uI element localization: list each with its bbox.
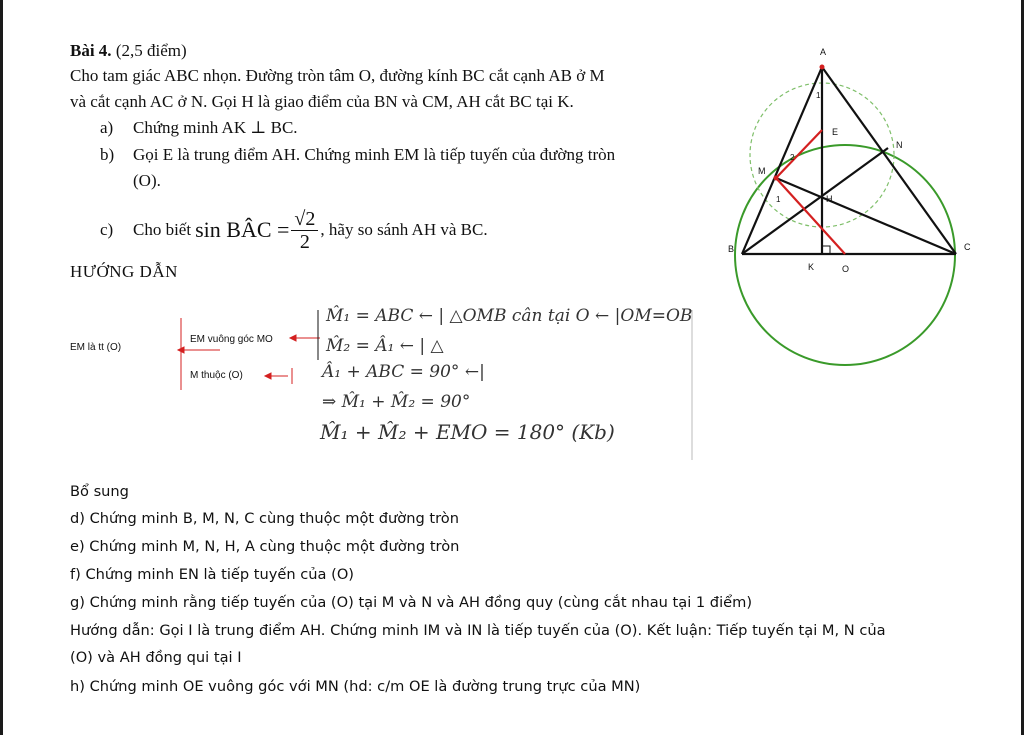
label-a: A — [820, 47, 827, 57]
supplement-item: f) Chứng minh EN là tiếp tuyến của (O) — [70, 566, 354, 583]
point-m — [774, 176, 779, 181]
supplement-item: e) Chứng minh M, N, H, A cùng thuộc một đường tròn — [70, 538, 460, 555]
segment-mo — [776, 178, 845, 254]
left-border — [0, 0, 3, 735]
part-c-prefix: Cho biết — [133, 220, 192, 239]
sqrt2-over-2 — [291, 208, 318, 253]
part-c-text — [133, 195, 488, 265]
supplement-item: h) Chứng minh OE vuông góc với MN (hd: c/m OE là đường trung trực của MN) — [70, 678, 641, 695]
guide-heading: HƯỚNG DẪN — [70, 262, 178, 281]
label-c: C — [964, 242, 971, 252]
part-b-text-2: (O). — [133, 171, 161, 190]
part-a-text: Chứng minh AK ⊥ BC. — [133, 118, 298, 137]
label-o: O — [842, 264, 850, 274]
note-m-on-circle: M thuộc (O) — [190, 370, 243, 381]
point-a — [820, 65, 825, 70]
problem-title — [70, 39, 187, 63]
segment-em — [776, 130, 822, 178]
label-n: N — [896, 140, 903, 150]
fraction-denominator: 2 — [299, 230, 310, 253]
supplement-heading: Bổ sung — [70, 483, 129, 500]
label-h: H — [826, 194, 833, 204]
hand-line-5: M̂₁ + M̂₂ + EMO = 180° (Kb) — [320, 420, 615, 444]
hand-line-4: ⇒ M̂₁ + M̂₂ = 90° — [322, 392, 471, 412]
hand-line-2: M̂₂ = Â₁ ← | △ — [326, 336, 444, 356]
supplement-item: Hướng dẫn: Gọi I là trung điểm AH. Chứng minh IM và IN là tiếp tuyến của (O). Kết luận: Tiếp tuyến tại M, N của — [70, 622, 886, 639]
note-em-perpendicular: EM vuông góc MO — [190, 334, 273, 345]
hand-line-3: Â₁ + ABC = 90° ←| — [322, 362, 485, 382]
label-angle-2: 2 — [790, 153, 795, 162]
label-angle-a1: 1 — [816, 91, 821, 100]
supplement-item: g) Chứng minh rằng tiếp tuyến của (O) tại M và N và AH đồng quy (cùng cắt nhau tại 1 điểm) — [70, 594, 753, 611]
fraction-numerator: √2 — [291, 208, 318, 231]
problem-number: Bài 4. — [70, 41, 112, 60]
note-em-tangent: EM là tt (O) — [70, 342, 122, 353]
part-c-label: c) — [100, 220, 114, 239]
part-b-text-1: Gọi E là trung điểm AH. Chứng minh EM là tiếp tuyến của đường tròn — [133, 145, 616, 164]
label-b: B — [728, 244, 735, 254]
geometry-figure — [720, 40, 1010, 370]
supplement-item: d) Chứng minh B, M, N, C cùng thuộc một đường tròn — [70, 510, 459, 527]
part-a-label: a) — [100, 118, 114, 137]
problem-points: (2,5 điểm) — [111, 41, 187, 60]
part-b-label: b) — [100, 145, 115, 164]
hand-line-1: M̂₁ = ABC ← | △OMB cân tại O ← |OM=OB — [326, 306, 693, 326]
right-angle-mark — [822, 246, 830, 254]
supplement-item: (O) và AH đồng qui tại I — [70, 649, 242, 666]
part-c-math: sin BÂC = — [195, 217, 290, 242]
part-c-suffix: , hãy so sánh AH và BC. — [320, 220, 488, 239]
label-e: E — [832, 127, 839, 137]
intro-line-2: và cắt cạnh AC ở N. Gọi H là giao điểm của BN và CM, AH cắt BC tại K. — [70, 92, 574, 111]
intro-line-1: Cho tam giác ABC nhọn. Đường tròn tâm O, đường kính BC cắt cạnh AB ở M — [70, 66, 605, 85]
label-m: M — [758, 166, 766, 176]
label-k: K — [808, 262, 815, 272]
label-angle-m1: 1 — [776, 195, 781, 204]
